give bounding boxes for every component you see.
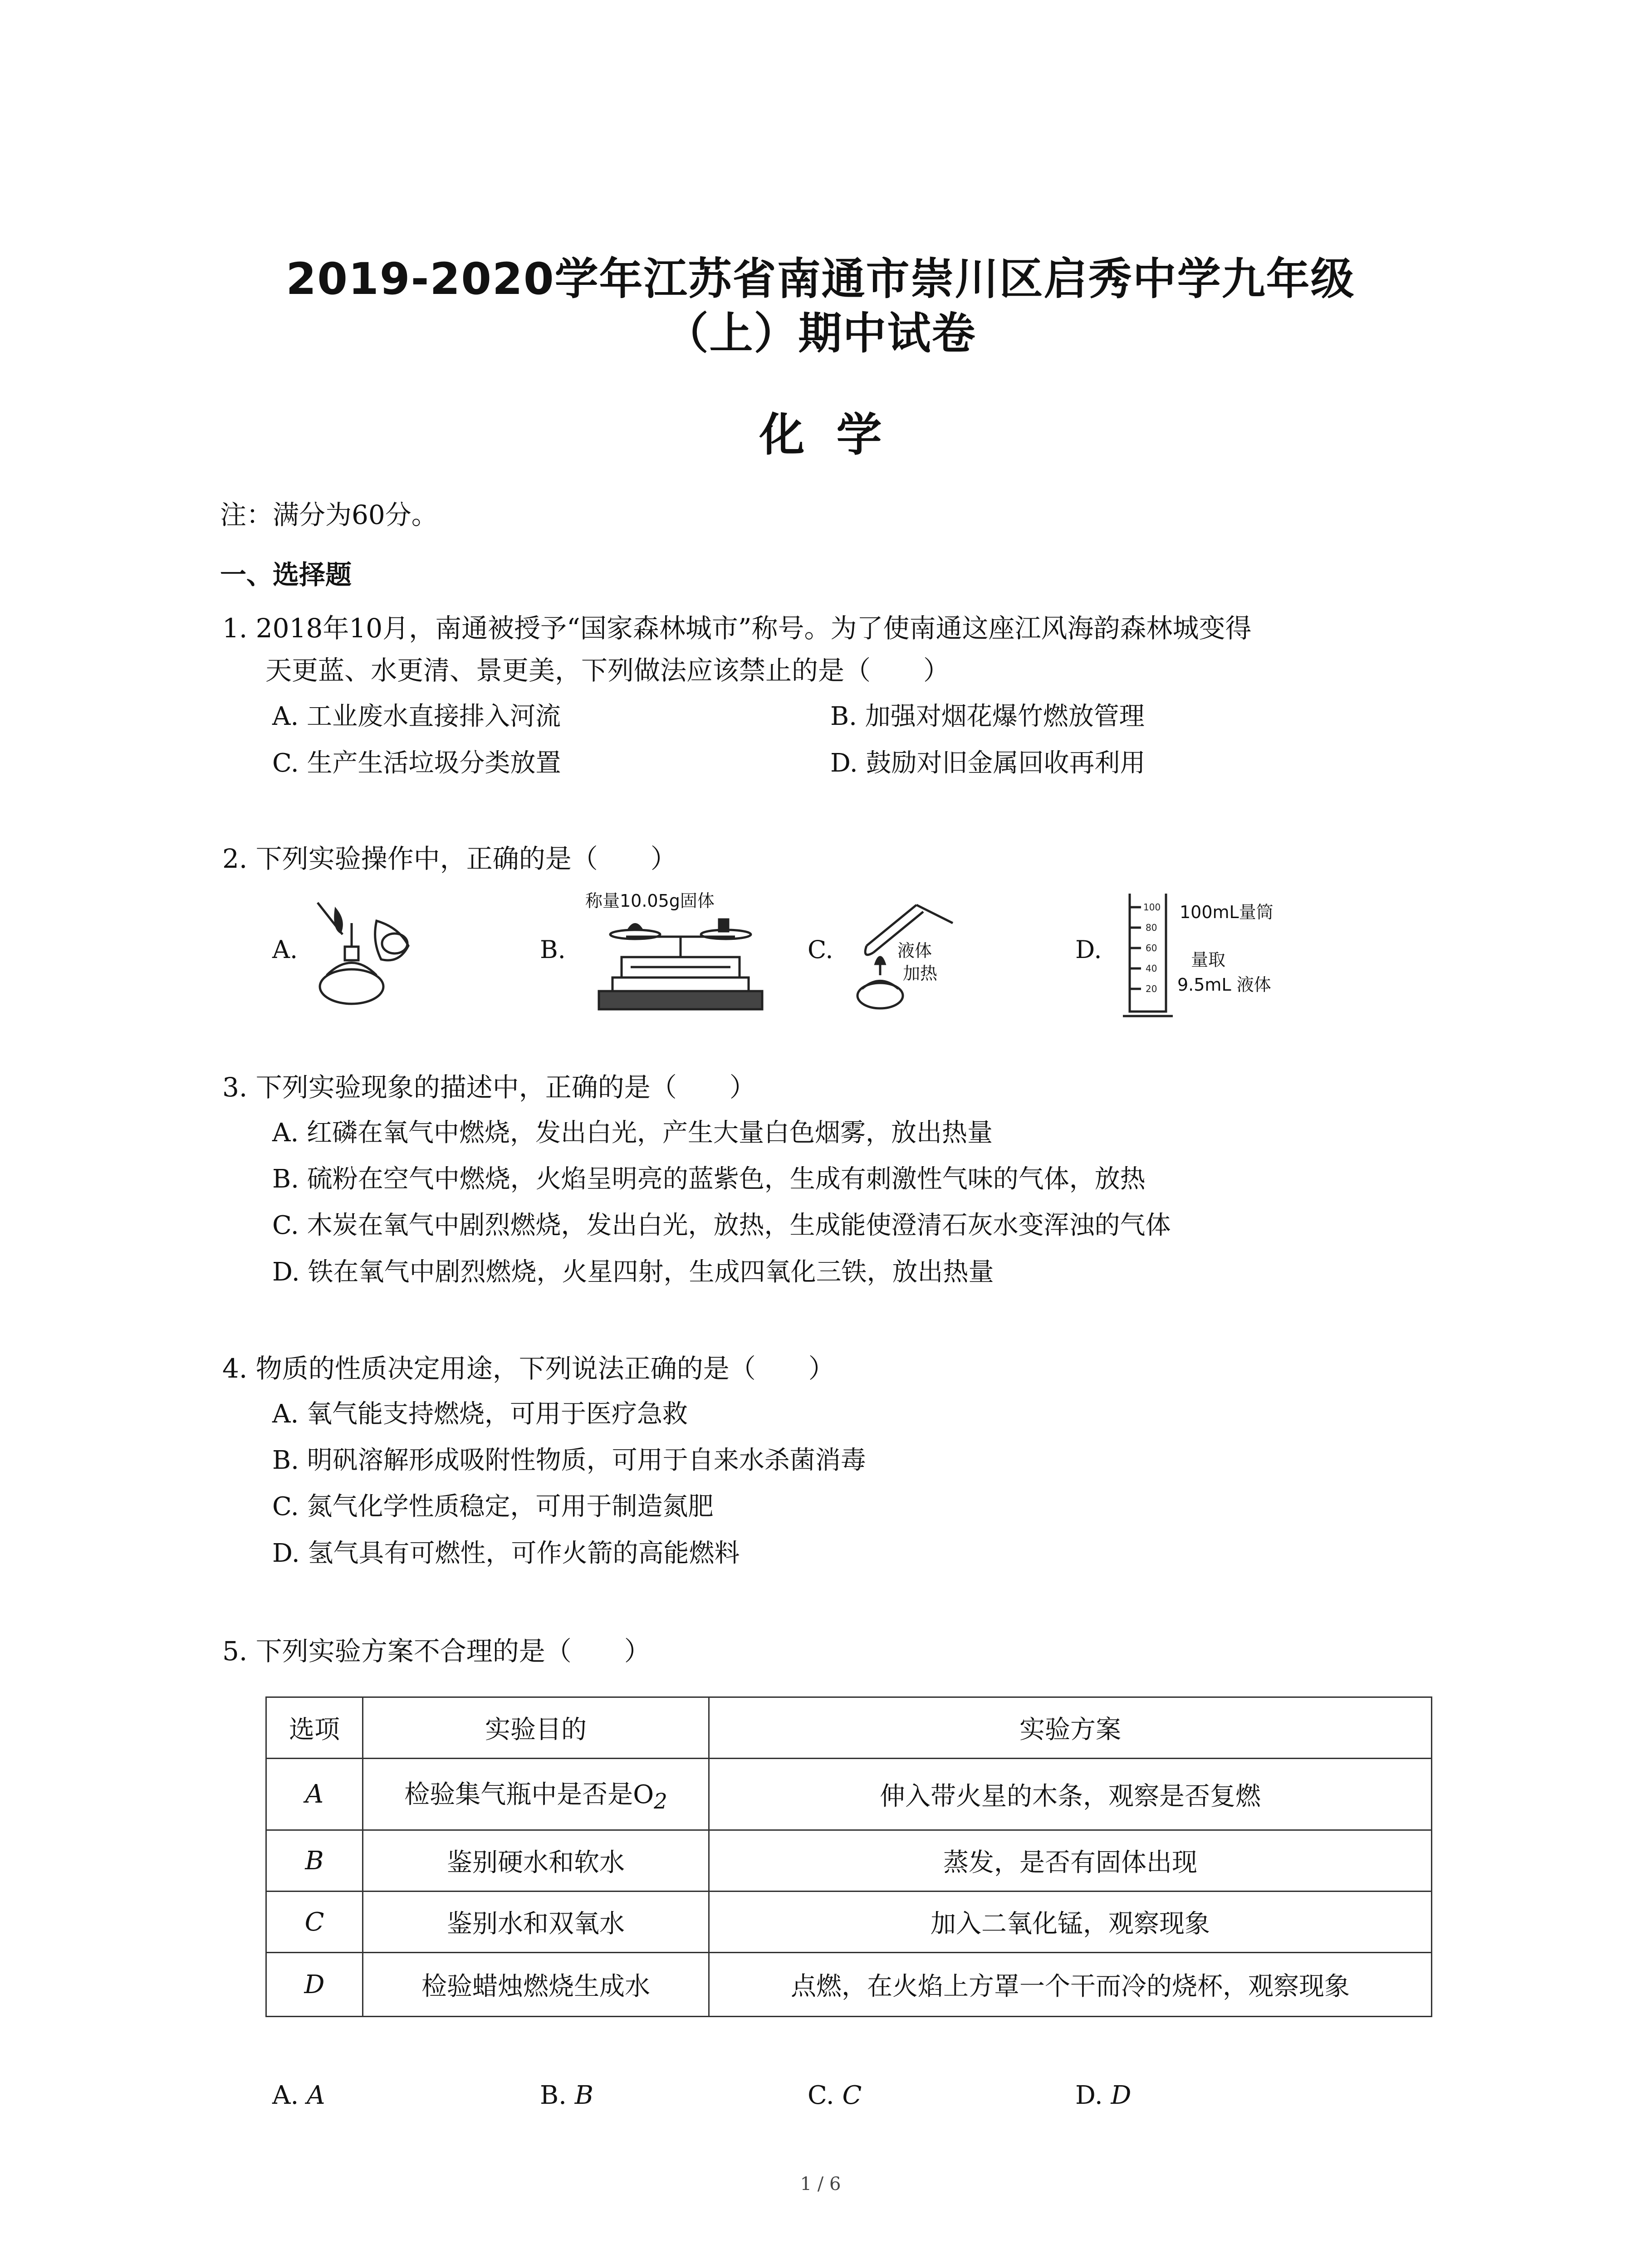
balance-figure: [594, 909, 767, 1014]
page-number: 1 / 6: [800, 2174, 841, 2195]
table-header-cell: 选项: [266, 1697, 363, 1759]
experiment-plan-table: [265, 1696, 1432, 2017]
table-row: [266, 1830, 1432, 1892]
table-cell-purpose: 检验蜡烛燃烧生成水: [363, 1953, 709, 2017]
table-cell-option: C: [266, 1892, 363, 1953]
table-header-cell: 实验方案: [709, 1697, 1432, 1759]
alcohol-lamp-figure: [309, 896, 426, 1009]
q2-d-caption-1: 100mL量筒: [1180, 902, 1274, 922]
q3-stem: 3. 下列实验现象的描述中，正确的是（ ）: [222, 1072, 756, 1103]
table-cell-purpose: 鉴别水和双氧水: [363, 1892, 709, 1953]
q1-option-a: A. 工业废水直接排入河流: [272, 702, 561, 731]
table-cell-plan: 点燃，在火焰上方罩一个干而冷的烧杯，观察现象: [709, 1953, 1432, 2017]
q2-stem: 2. 下列实验操作中，正确的是（ ）: [222, 843, 677, 874]
cylinder-tick-40: 40: [1146, 963, 1157, 974]
q4-option-b: B. 明矾溶解形成吸附性物质，可用于自来水杀菌消毒: [272, 1446, 866, 1475]
q5-option-c: [808, 2080, 862, 2112]
q2-option-c-label: C.: [808, 935, 833, 964]
table-cell-plan: 加入二氧化锰，观察现象: [709, 1892, 1432, 1953]
q5-option-b: [540, 2080, 593, 2112]
table-row: [266, 1759, 1432, 1830]
cylinder-tick-80: 80: [1146, 922, 1157, 933]
table-cell-purpose: [363, 1759, 709, 1830]
table-row: [266, 1892, 1432, 1953]
title-line-2: （上）期中试卷: [665, 308, 976, 359]
q2-option-d-label: D.: [1075, 935, 1102, 964]
q4-stem: 4. 物质的性质决定用途，下列说法正确的是（ ）: [222, 1353, 835, 1384]
q5-option-a-label: A.: [272, 2081, 299, 2110]
q1-option-c: C. 生产生活垃圾分类放置: [272, 748, 561, 778]
subject-title: 化学: [759, 408, 914, 461]
table-cell-option: D: [266, 1953, 363, 2017]
q1-option-d: D. 鼓励对旧金属回收再利用: [830, 748, 1146, 778]
table-cell-option: A: [266, 1759, 363, 1830]
score-note: 注：满分为60分。: [220, 499, 438, 530]
q1-stem-line2: 天更蓝、水更清、景更美，下列做法应该禁止的是（ ）: [265, 655, 950, 686]
section-heading: 一、选择题: [220, 559, 352, 590]
q5-option-d-label: D.: [1075, 2081, 1103, 2110]
q2-b-caption: 称量10.05g固体: [585, 891, 715, 911]
table-header-cell: 实验目的: [363, 1697, 709, 1759]
q5-option-b-value: B: [574, 2081, 593, 2110]
title-line-1: 2019-2020学年江苏省南通市崇川区启秀中学九年级: [286, 254, 1355, 304]
q4-option-a: A. 氧气能支持燃烧，可用于医疗急救: [272, 1399, 688, 1429]
table-row: [266, 1953, 1432, 2017]
q2-d-caption-3: 9.5mL 液体: [1177, 975, 1271, 995]
q5-option-c-label: C.: [808, 2081, 834, 2110]
q5-option-d-value: D: [1111, 2081, 1132, 2110]
q3-option-c: C. 木炭在氧气中剧烈燃烧，发出白光，放热，生成能使澄清石灰水变浑浊的气体: [272, 1211, 1171, 1240]
q2-c-caption-2: 加热: [903, 963, 938, 983]
q2-option-b-label: B.: [540, 935, 566, 964]
q3-option-d: D. 铁在氧气中剧烈燃烧，火星四射，生成四氧化三铁，放出热量: [272, 1257, 994, 1287]
table-cell-purpose: 鉴别硬水和软水: [363, 1830, 709, 1892]
table-cell-plan: 伸入带火星的木条，观察是否复燃: [709, 1759, 1432, 1830]
subscript-2: 2: [654, 1789, 667, 1814]
table-header-row: [266, 1697, 1432, 1759]
q1-option-b: B. 加强对烟花爆竹燃放管理: [830, 702, 1145, 731]
cylinder-tick-60: 60: [1146, 943, 1157, 953]
q5-option-a: [272, 2080, 325, 2112]
q5-option-c-value: C: [842, 2081, 862, 2110]
q2-c-caption-1: 液体: [897, 941, 932, 961]
q5-stem: 5. 下列实验方案不合理的是（ ）: [222, 1636, 651, 1667]
graduated-cylinder-figure: [1121, 889, 1175, 1021]
q5-option-b-label: B.: [540, 2081, 567, 2110]
q4-option-d: D. 氢气具有可燃性，可作火箭的高能燃料: [272, 1539, 740, 1568]
purpose-text: 检验集气瓶中是否是O: [404, 1779, 654, 1809]
q3-option-b: B. 硫粉在空气中燃烧，火焰呈明亮的蓝紫色，生成有刺激性气味的气体，放热: [272, 1164, 1146, 1194]
q5-option-a-value: A: [307, 2081, 325, 2110]
q2-option-a-label: A.: [272, 935, 298, 964]
table-cell-plan: 蒸发，是否有固体出现: [709, 1830, 1432, 1892]
q2-d-caption-2: 量取: [1191, 950, 1226, 970]
q5-option-d: [1075, 2080, 1131, 2112]
q3-option-a: A. 红磷在氧气中燃烧，发出白光，产生大量白色烟雾，放出热量: [272, 1118, 993, 1148]
q4-option-c: C. 氮气化学性质稳定，可用于制造氮肥: [272, 1492, 714, 1521]
table-cell-option: B: [266, 1830, 363, 1892]
q1-stem-line1: 1. 2018年10月，南通被授予“国家森林城市”称号。为了使南通这座江风海韵森林城变得: [222, 613, 1252, 644]
cylinder-tick-100: 100: [1143, 902, 1161, 913]
cylinder-tick-20: 20: [1146, 983, 1157, 994]
